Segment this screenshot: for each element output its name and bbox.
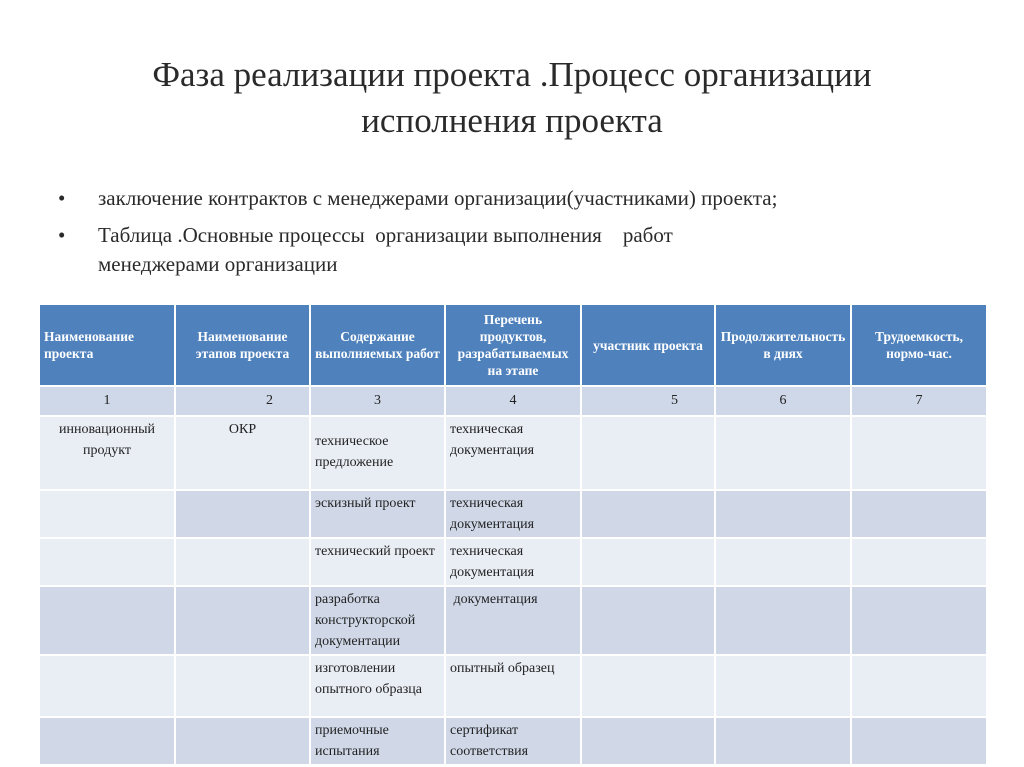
- cell-labor: [851, 655, 987, 717]
- table-row: [39, 490, 987, 538]
- cell-duration: [715, 586, 851, 655]
- column-number: 7: [851, 386, 987, 416]
- column-number: 4: [445, 386, 581, 416]
- column-number: 6: [715, 386, 851, 416]
- cell-stage: [175, 490, 310, 538]
- bullet-marker: •: [58, 223, 66, 247]
- column-number: 1: [39, 386, 175, 416]
- table-row: [39, 586, 987, 655]
- table-row: [39, 655, 987, 717]
- cell-work: разработка конструкторской документации: [310, 586, 445, 655]
- header-stage-name: Наименование этапов проекта: [175, 304, 310, 386]
- table-row: [39, 416, 987, 490]
- process-table: [38, 303, 988, 766]
- bullet-marker: •: [58, 186, 66, 210]
- cell-stage: ОКР: [175, 416, 310, 490]
- cell-work: эскизный проект: [310, 490, 445, 538]
- slide-title: [60, 52, 964, 144]
- cell-products: документация: [445, 586, 581, 655]
- cell-labor: [851, 586, 987, 655]
- cell-work: изготовлении опытного образца: [310, 655, 445, 717]
- cell-duration: [715, 490, 851, 538]
- cell-products: техническая документация: [445, 490, 581, 538]
- cell-duration: [715, 655, 851, 717]
- cell-labor: [851, 538, 987, 586]
- cell-project: [39, 586, 175, 655]
- cell-stage: [175, 655, 310, 717]
- header-work-content: Содержание выполняемых работ: [310, 304, 445, 386]
- cell-stage: [175, 586, 310, 655]
- cell-duration: [715, 538, 851, 586]
- bullet-text: заключение контрактов с менеджерами организации(участниками) проекта;: [98, 186, 778, 210]
- cell-project: [39, 717, 175, 765]
- cell-work: техническое предложение: [310, 416, 445, 490]
- cell-project: [39, 655, 175, 717]
- cell-participant: [581, 490, 715, 538]
- column-number: 2: [175, 386, 310, 416]
- column-number: 3: [310, 386, 445, 416]
- cell-products: техническая документация: [445, 416, 581, 490]
- cell-labor: [851, 416, 987, 490]
- cell-participant: [581, 717, 715, 765]
- cell-work: приемочные испытания: [310, 717, 445, 765]
- table-row: [39, 717, 987, 765]
- table-header-row: [39, 304, 987, 386]
- cell-participant: [581, 538, 715, 586]
- slide-title-line-2: исполнения проекта: [361, 101, 663, 140]
- cell-project: [39, 490, 175, 538]
- cell-duration: [715, 416, 851, 490]
- cell-participant: [581, 655, 715, 717]
- column-number: 5: [581, 386, 715, 416]
- cell-stage: [175, 538, 310, 586]
- cell-duration: [715, 717, 851, 765]
- cell-participant: [581, 586, 715, 655]
- header-project-name: Наименование проекта: [39, 304, 175, 386]
- cell-work: технический проект: [310, 538, 445, 586]
- cell-project: [39, 538, 175, 586]
- table-row: [39, 538, 987, 586]
- cell-products: опытный образец: [445, 655, 581, 717]
- cell-labor: [851, 717, 987, 765]
- cell-products: сертификат соответствия: [445, 717, 581, 765]
- bullet-text: менеджерами организации: [98, 252, 338, 276]
- cell-project: инновационный продукт: [39, 416, 175, 490]
- cell-labor: [851, 490, 987, 538]
- cell-participant: [581, 416, 715, 490]
- header-duration: Продолжительность в днях: [715, 304, 851, 386]
- bullet-list: [58, 184, 978, 287]
- table-number-row: [39, 386, 987, 416]
- cell-stage: [175, 717, 310, 765]
- cell-products: техническая документация: [445, 538, 581, 586]
- header-labor: Трудоемкость, нормо-час.: [851, 304, 987, 386]
- header-products: Перечень продуктов, разрабатываемых на этапе: [445, 304, 581, 386]
- bullet-item: [58, 184, 978, 213]
- bullet-text: Таблица .Основные процессы организации выполнения работ: [98, 223, 673, 247]
- bullet-item: [58, 221, 978, 279]
- slide-title-line-1: Фаза реализации проекта .Процесс организации: [152, 55, 872, 94]
- header-participant: участник проекта: [581, 304, 715, 386]
